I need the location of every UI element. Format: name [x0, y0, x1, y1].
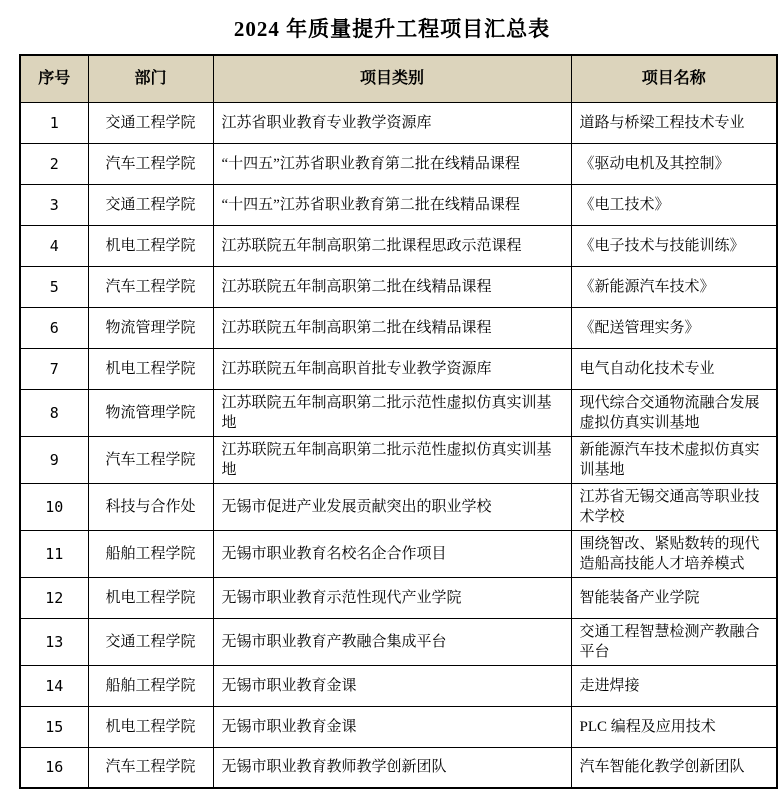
- dept-cell: 机电工程学院: [88, 348, 213, 389]
- name-cell: PLC 编程及应用技术: [571, 706, 777, 747]
- name-cell: 现代综合交通物流融合发展虚拟仿真实训基地: [571, 389, 777, 436]
- name-cell: 江苏省无锡交通高等职业技术学校: [571, 483, 777, 530]
- table-row: [20, 618, 777, 665]
- name-cell: 《驱动电机及其控制》: [571, 143, 777, 184]
- category-cell: 江苏联院五年制高职第二批在线精品课程: [213, 307, 571, 348]
- table-row: [20, 436, 777, 483]
- table-row: [20, 706, 777, 747]
- table-row: [20, 307, 777, 348]
- table-header-row: [20, 55, 777, 102]
- dept-cell: 物流管理学院: [88, 389, 213, 436]
- table-row: [20, 266, 777, 307]
- name-cell: 汽车智能化教学创新团队: [571, 747, 777, 788]
- row-index-cell: 7: [20, 348, 88, 389]
- category-cell: 无锡市职业教育名校名企合作项目: [213, 530, 571, 577]
- category-cell: 江苏联院五年制高职第二批在线精品课程: [213, 266, 571, 307]
- row-index-cell: 11: [20, 530, 88, 577]
- row-index-cell: 13: [20, 618, 88, 665]
- table-row: [20, 483, 777, 530]
- table-row: [20, 184, 777, 225]
- name-cell: 新能源汽车技术虚拟仿真实训基地: [571, 436, 777, 483]
- dept-cell: 汽车工程学院: [88, 143, 213, 184]
- category-cell: 无锡市职业教育金课: [213, 706, 571, 747]
- table-body: [20, 102, 777, 788]
- dept-cell: 机电工程学院: [88, 577, 213, 618]
- name-cell: 《电工技术》: [571, 184, 777, 225]
- table-row: [20, 348, 777, 389]
- table-row: [20, 665, 777, 706]
- row-index-cell: 10: [20, 483, 88, 530]
- row-index-cell: 1: [20, 102, 88, 143]
- dept-cell: 物流管理学院: [88, 307, 213, 348]
- table-row: [20, 530, 777, 577]
- header-cell-no: 序号: [20, 55, 88, 102]
- name-cell: 《电子技术与技能训练》: [571, 225, 777, 266]
- category-cell: 江苏省职业教育专业教学资源库: [213, 102, 571, 143]
- table-header: [20, 55, 777, 102]
- dept-cell: 科技与合作处: [88, 483, 213, 530]
- name-cell: 智能装备产业学院: [571, 577, 777, 618]
- dept-cell: 机电工程学院: [88, 225, 213, 266]
- row-index-cell: 4: [20, 225, 88, 266]
- header-cell-category: 项目类别: [213, 55, 571, 102]
- category-cell: “十四五”江苏省职业教育第二批在线精品课程: [213, 184, 571, 225]
- table-row: [20, 102, 777, 143]
- category-cell: 江苏联院五年制高职第二批示范性虚拟仿真实训基地: [213, 436, 571, 483]
- category-cell: 江苏联院五年制高职第二批课程思政示范课程: [213, 225, 571, 266]
- row-index-cell: 12: [20, 577, 88, 618]
- category-cell: 无锡市职业教育产教融合集成平台: [213, 618, 571, 665]
- category-cell: 无锡市职业教育教师教学创新团队: [213, 747, 571, 788]
- table-row: [20, 747, 777, 788]
- project-summary-table: [19, 54, 778, 789]
- table-row: [20, 143, 777, 184]
- dept-cell: 汽车工程学院: [88, 436, 213, 483]
- dept-cell: 交通工程学院: [88, 618, 213, 665]
- row-index-cell: 16: [20, 747, 88, 788]
- name-cell: 电气自动化技术专业: [571, 348, 777, 389]
- name-cell: 道路与桥梁工程技术专业: [571, 102, 777, 143]
- header-cell-dept: 部门: [88, 55, 213, 102]
- name-cell: 《新能源汽车技术》: [571, 266, 777, 307]
- row-index-cell: 9: [20, 436, 88, 483]
- dept-cell: 汽车工程学院: [88, 266, 213, 307]
- dept-cell: 机电工程学院: [88, 706, 213, 747]
- category-cell: 无锡市职业教育金课: [213, 665, 571, 706]
- name-cell: 交通工程智慧检测产教融合平台: [571, 618, 777, 665]
- row-index-cell: 14: [20, 665, 88, 706]
- dept-cell: 船舶工程学院: [88, 530, 213, 577]
- page-title: 2024 年质量提升工程项目汇总表: [233, 17, 551, 41]
- dept-cell: 交通工程学院: [88, 184, 213, 225]
- dept-cell: 汽车工程学院: [88, 747, 213, 788]
- row-index-cell: 2: [20, 143, 88, 184]
- dept-cell: 交通工程学院: [88, 102, 213, 143]
- category-cell: 无锡市促进产业发展贡献突出的职业学校: [213, 483, 571, 530]
- category-cell: “十四五”江苏省职业教育第二批在线精品课程: [213, 143, 571, 184]
- category-cell: 无锡市职业教育示范性现代产业学院: [213, 577, 571, 618]
- table-row: [20, 577, 777, 618]
- row-index-cell: 5: [20, 266, 88, 307]
- category-cell: 江苏联院五年制高职第二批示范性虚拟仿真实训基地: [213, 389, 571, 436]
- row-index-cell: 15: [20, 706, 88, 747]
- row-index-cell: 6: [20, 307, 88, 348]
- name-cell: 围绕智改、紧贴数转的现代造船高技能人才培养模式: [571, 530, 777, 577]
- name-cell: 走进焊接: [571, 665, 777, 706]
- table-row: [20, 225, 777, 266]
- table-row: [20, 389, 777, 436]
- row-index-cell: 8: [20, 389, 88, 436]
- name-cell: 《配送管理实务》: [571, 307, 777, 348]
- row-index-cell: 3: [20, 184, 88, 225]
- category-cell: 江苏联院五年制高职首批专业教学资源库: [213, 348, 571, 389]
- dept-cell: 船舶工程学院: [88, 665, 213, 706]
- header-cell-name: 项目名称: [571, 55, 777, 102]
